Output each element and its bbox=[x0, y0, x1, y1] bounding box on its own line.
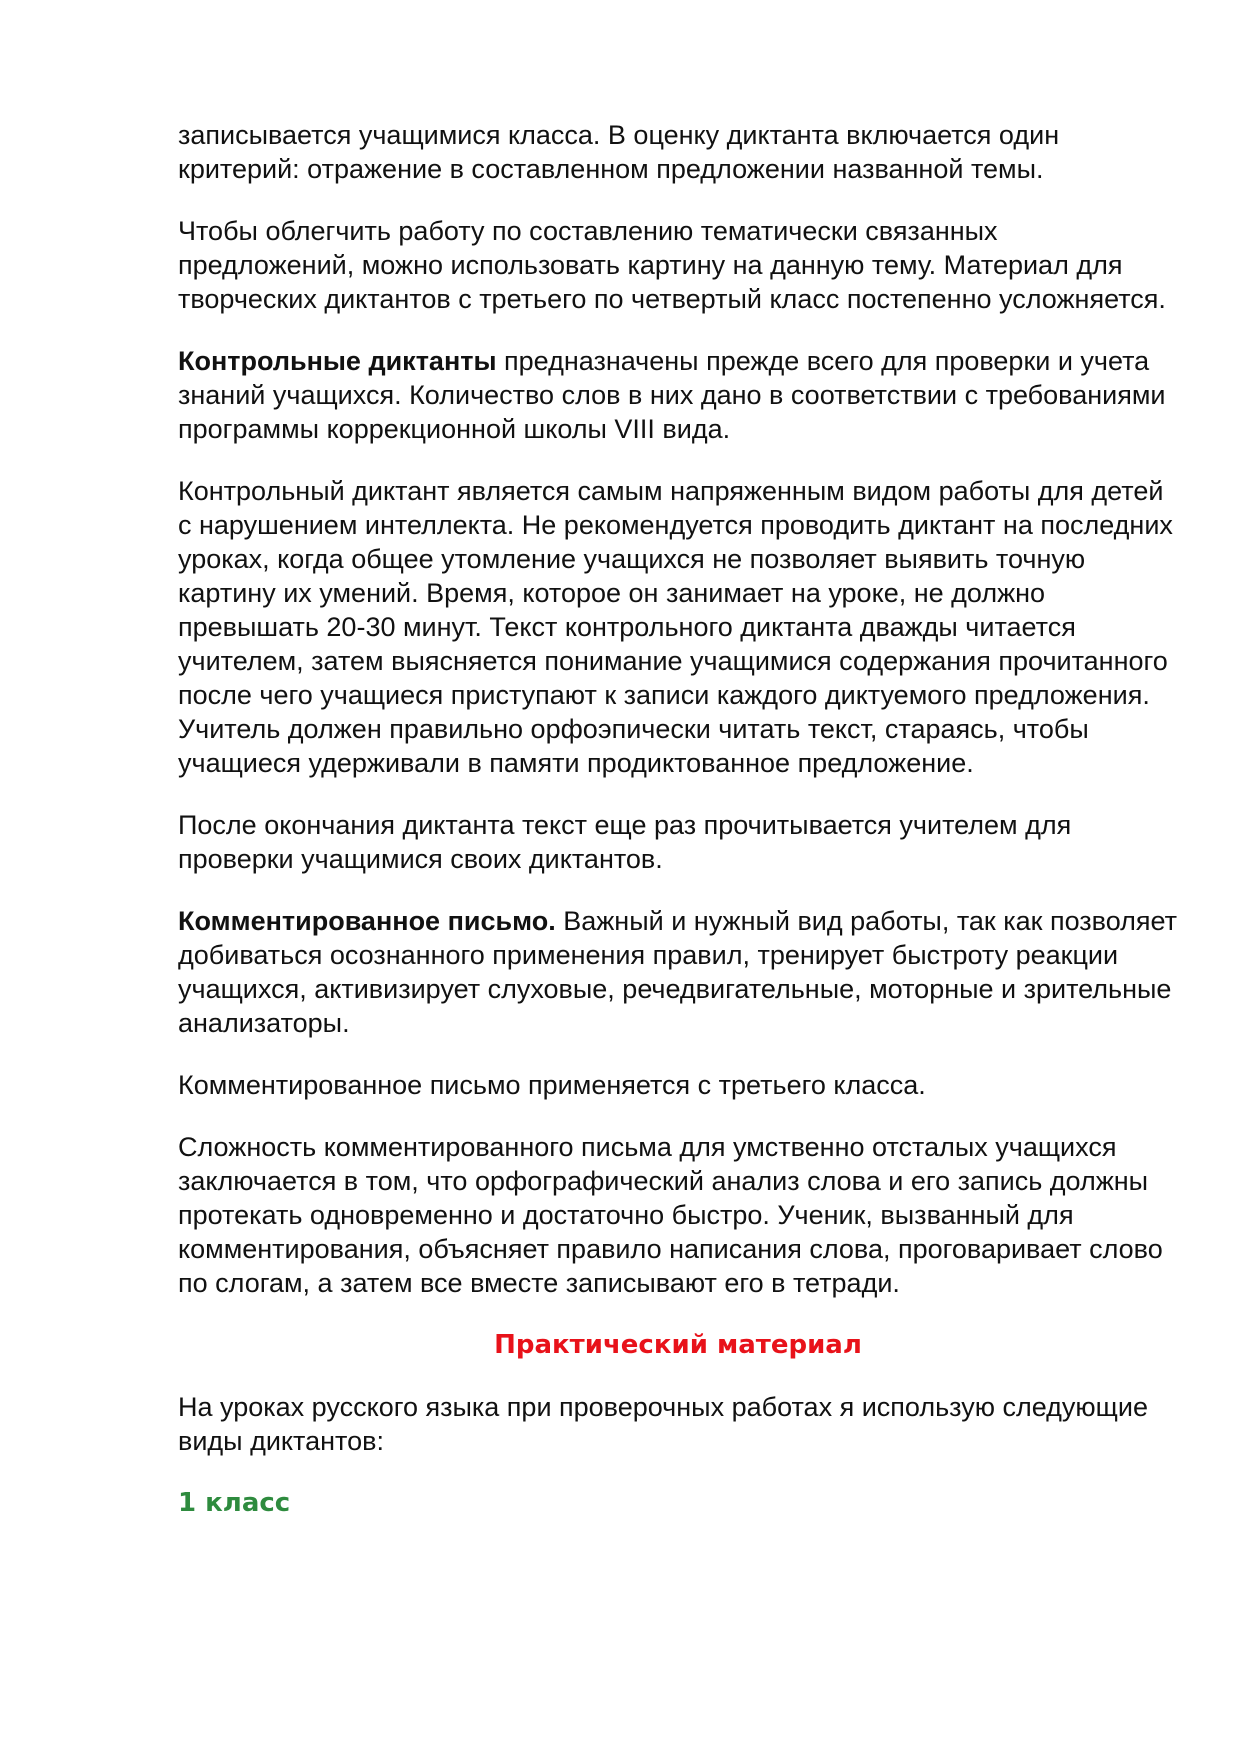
paragraph-creative-dictation-picture: Чтобы облегчить работу по составлению тематически связанных предложений, можно использовать картину на данную тему. Материал для творческих диктантов с третьего по четвертый класс постепенно усложняется. bbox=[178, 216, 1166, 314]
paragraph-dictation-types-intro: На уроках русского языка при проверочных работах я использую следующие виды диктантов: bbox=[178, 1392, 1148, 1456]
paragraph-creative-dictation-end: записывается учащимися класса. В оценку диктанта включается один критерий: отражение в составленном предложении названной темы. bbox=[178, 120, 1060, 184]
paragraph-commented-writing-text: Важный и нужный вид работы, так как позволяет добиваться осознанного применения правил, тренирует быстроту реакции учащихся, активизирует слуховые, речедвигательные, моторные и зрительные анализаторы. bbox=[178, 906, 1178, 1038]
grade-heading-first: 1 класс bbox=[178, 1488, 291, 1518]
term-commented-writing: Комментированное письмо. bbox=[178, 906, 556, 936]
paragraph-after-dictation: После окончания диктанта текст еще раз прочитывается учителем для проверки учащимися своих диктантов. bbox=[178, 810, 1072, 874]
paragraph-control-dictation-details: Контрольный диктант является самым напряженным видом работы для детей с нарушением интеллекта. Не рекомендуется проводить диктант на последних уроках, когда общее утомление учащихся не позволяет выявить точную картину их умений. Время, которое он занимает на уроке, не должно превышать 20-30 минут. Текст контрольного диктанта дважды читается учителем, затем выясняется понимание учащимися содержания прочитанного после чего учащиеся приступают к записи каждого диктуемого предложения. Учитель должен правильно орфоэпически читать текст, стараясь, чтобы учащиеся удерживали в памяти продиктованное предложение. bbox=[178, 476, 1173, 778]
paragraph-control-dictation-intro bbox=[178, 344, 1178, 446]
paragraph-commented-writing-intro bbox=[178, 904, 1178, 1040]
term-control-dictations: Контрольные диктанты bbox=[178, 346, 497, 376]
section-heading-practical-material: Практический материал bbox=[494, 1330, 862, 1360]
paragraph-control-dictation-text: предназначены прежде всего для проверки и учета знаний учащихся. Количество слов в них дано в соответствии с требованиями программы коррекционной школы VIII вида. bbox=[178, 346, 1166, 444]
paragraph-commented-writing-difficulty: Сложность комментированного письма для умственно отсталых учащихся заключается в том, что орфографический анализ слова и его запись должны протекать одновременно и достаточно быстро. Ученик, вызванный для комментирования, объясняет правило написания слова, проговаривает слово по слогам, а затем все вместе записывают его в тетради. bbox=[178, 1132, 1163, 1298]
document-page bbox=[178, 118, 1178, 1520]
paragraph-commented-writing-grade: Комментированное письмо применяется с третьего класса. bbox=[178, 1070, 926, 1100]
